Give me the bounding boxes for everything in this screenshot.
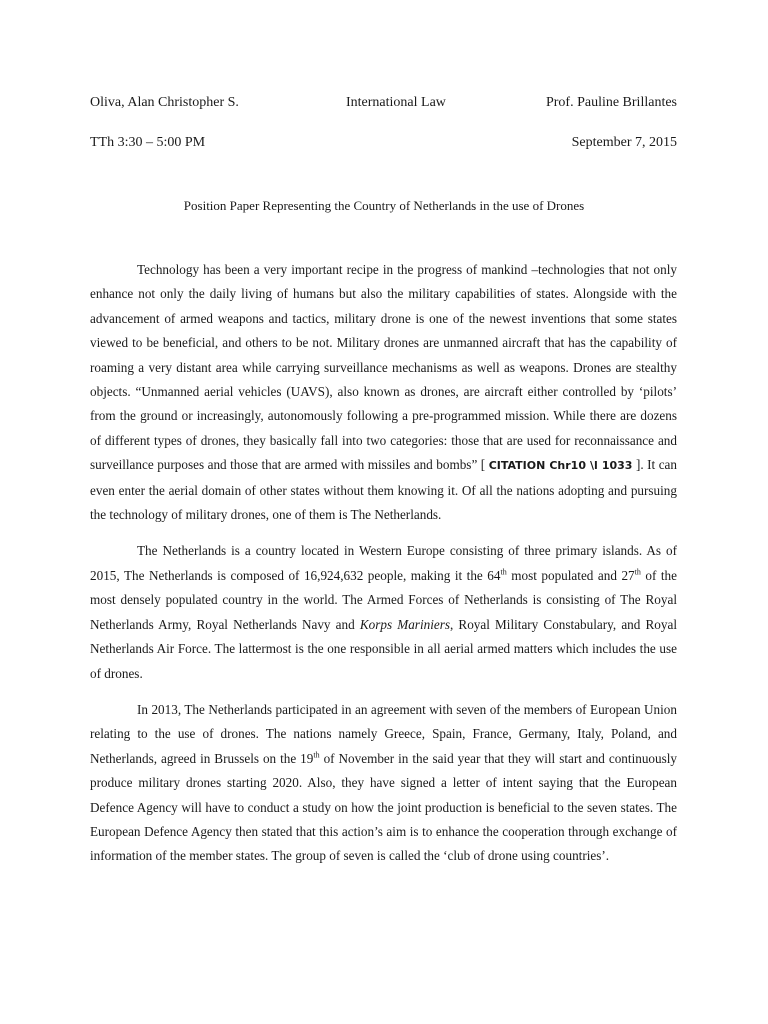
course-name: International Law bbox=[346, 95, 446, 110]
paper-body bbox=[90, 258, 677, 881]
paper-date: September 7, 2015 bbox=[571, 135, 677, 150]
paper-title: Position Paper Representing the Country of Netherlands in the use of Drones bbox=[183, 198, 585, 213]
student-name: Oliva, Alan Christopher S. bbox=[90, 95, 239, 110]
professor-name: Prof. Pauline Brillantes bbox=[545, 95, 677, 110]
paragraph-1: Technology has been a very important recipe in the progress of mankind –technologies that not only enhance not only the daily living of humans but also the military capabilities of states. Alongside with the advancement of armed weapons and tactics, military drone is one of the newest inventions that some states viewed to be beneficial, and others to be not. Military drones are unmanned aircraft that has the capability of roaming a very distant area while carrying surveillance mechanisms as well as weapons. Drones are stealthy objects. “Unmanned aerial vehicles (UAVS), also known as drones, are aircraft either controlled by ‘pilots’ from the ground or increasingly, autonomously following a pre-programmed mission. While there are dozens of different types of drones, they basically fall into two categories: those that are used for reconnaissance and surveillance purposes and those that are armed with missiles and bombs” [ CITATION Chr10 \l 1033 ]. It can even enter the aerial domain of other states without them knowing it. Of all the nations adopting and pursuing the technology of military drones, one of them is The Netherlands. bbox=[90, 262, 677, 523]
paragraph-2: The Netherlands is a country located in Western Europe consisting of three primary islands. As of 2015, The Netherlands is composed of 16,924,632 people, making it the 64th most populated and 27th of the most densely populated country in the world. The Armed Forces of Netherlands is consisting of The Royal Netherlands Army, Royal Netherlands Navy and Korps Mariniers, Royal Military Constabulary, and Royal Netherlands Air Force. The lattermost is the one responsible in all aerial armed matters which includes the use of drones. bbox=[90, 543, 677, 681]
class-schedule: TTh 3:30 – 5:00 PM bbox=[90, 135, 206, 150]
paragraph-3: In 2013, The Netherlands participated in an agreement with seven of the members of European Union relating to the use of drones. The nations namely Greece, Spain, France, Germany, Italy, Poland, and Netherlands, agreed in Brussels on the 19th of November in the said year that they will start and continuously produce military drones starting 2020. Also, they have signed a letter of intent saying that the European Defence Agency will have to conduct a study on how the joint production is beneficial to the seven states. The European Defence Agency then stated that this action’s aim is to enhance the cooperation through exchange of information of the member states. The group of seven is called the ‘club of drone using countries’. bbox=[90, 701, 677, 864]
citation-field: CITATION Chr10 \l 1033 bbox=[488, 459, 633, 473]
